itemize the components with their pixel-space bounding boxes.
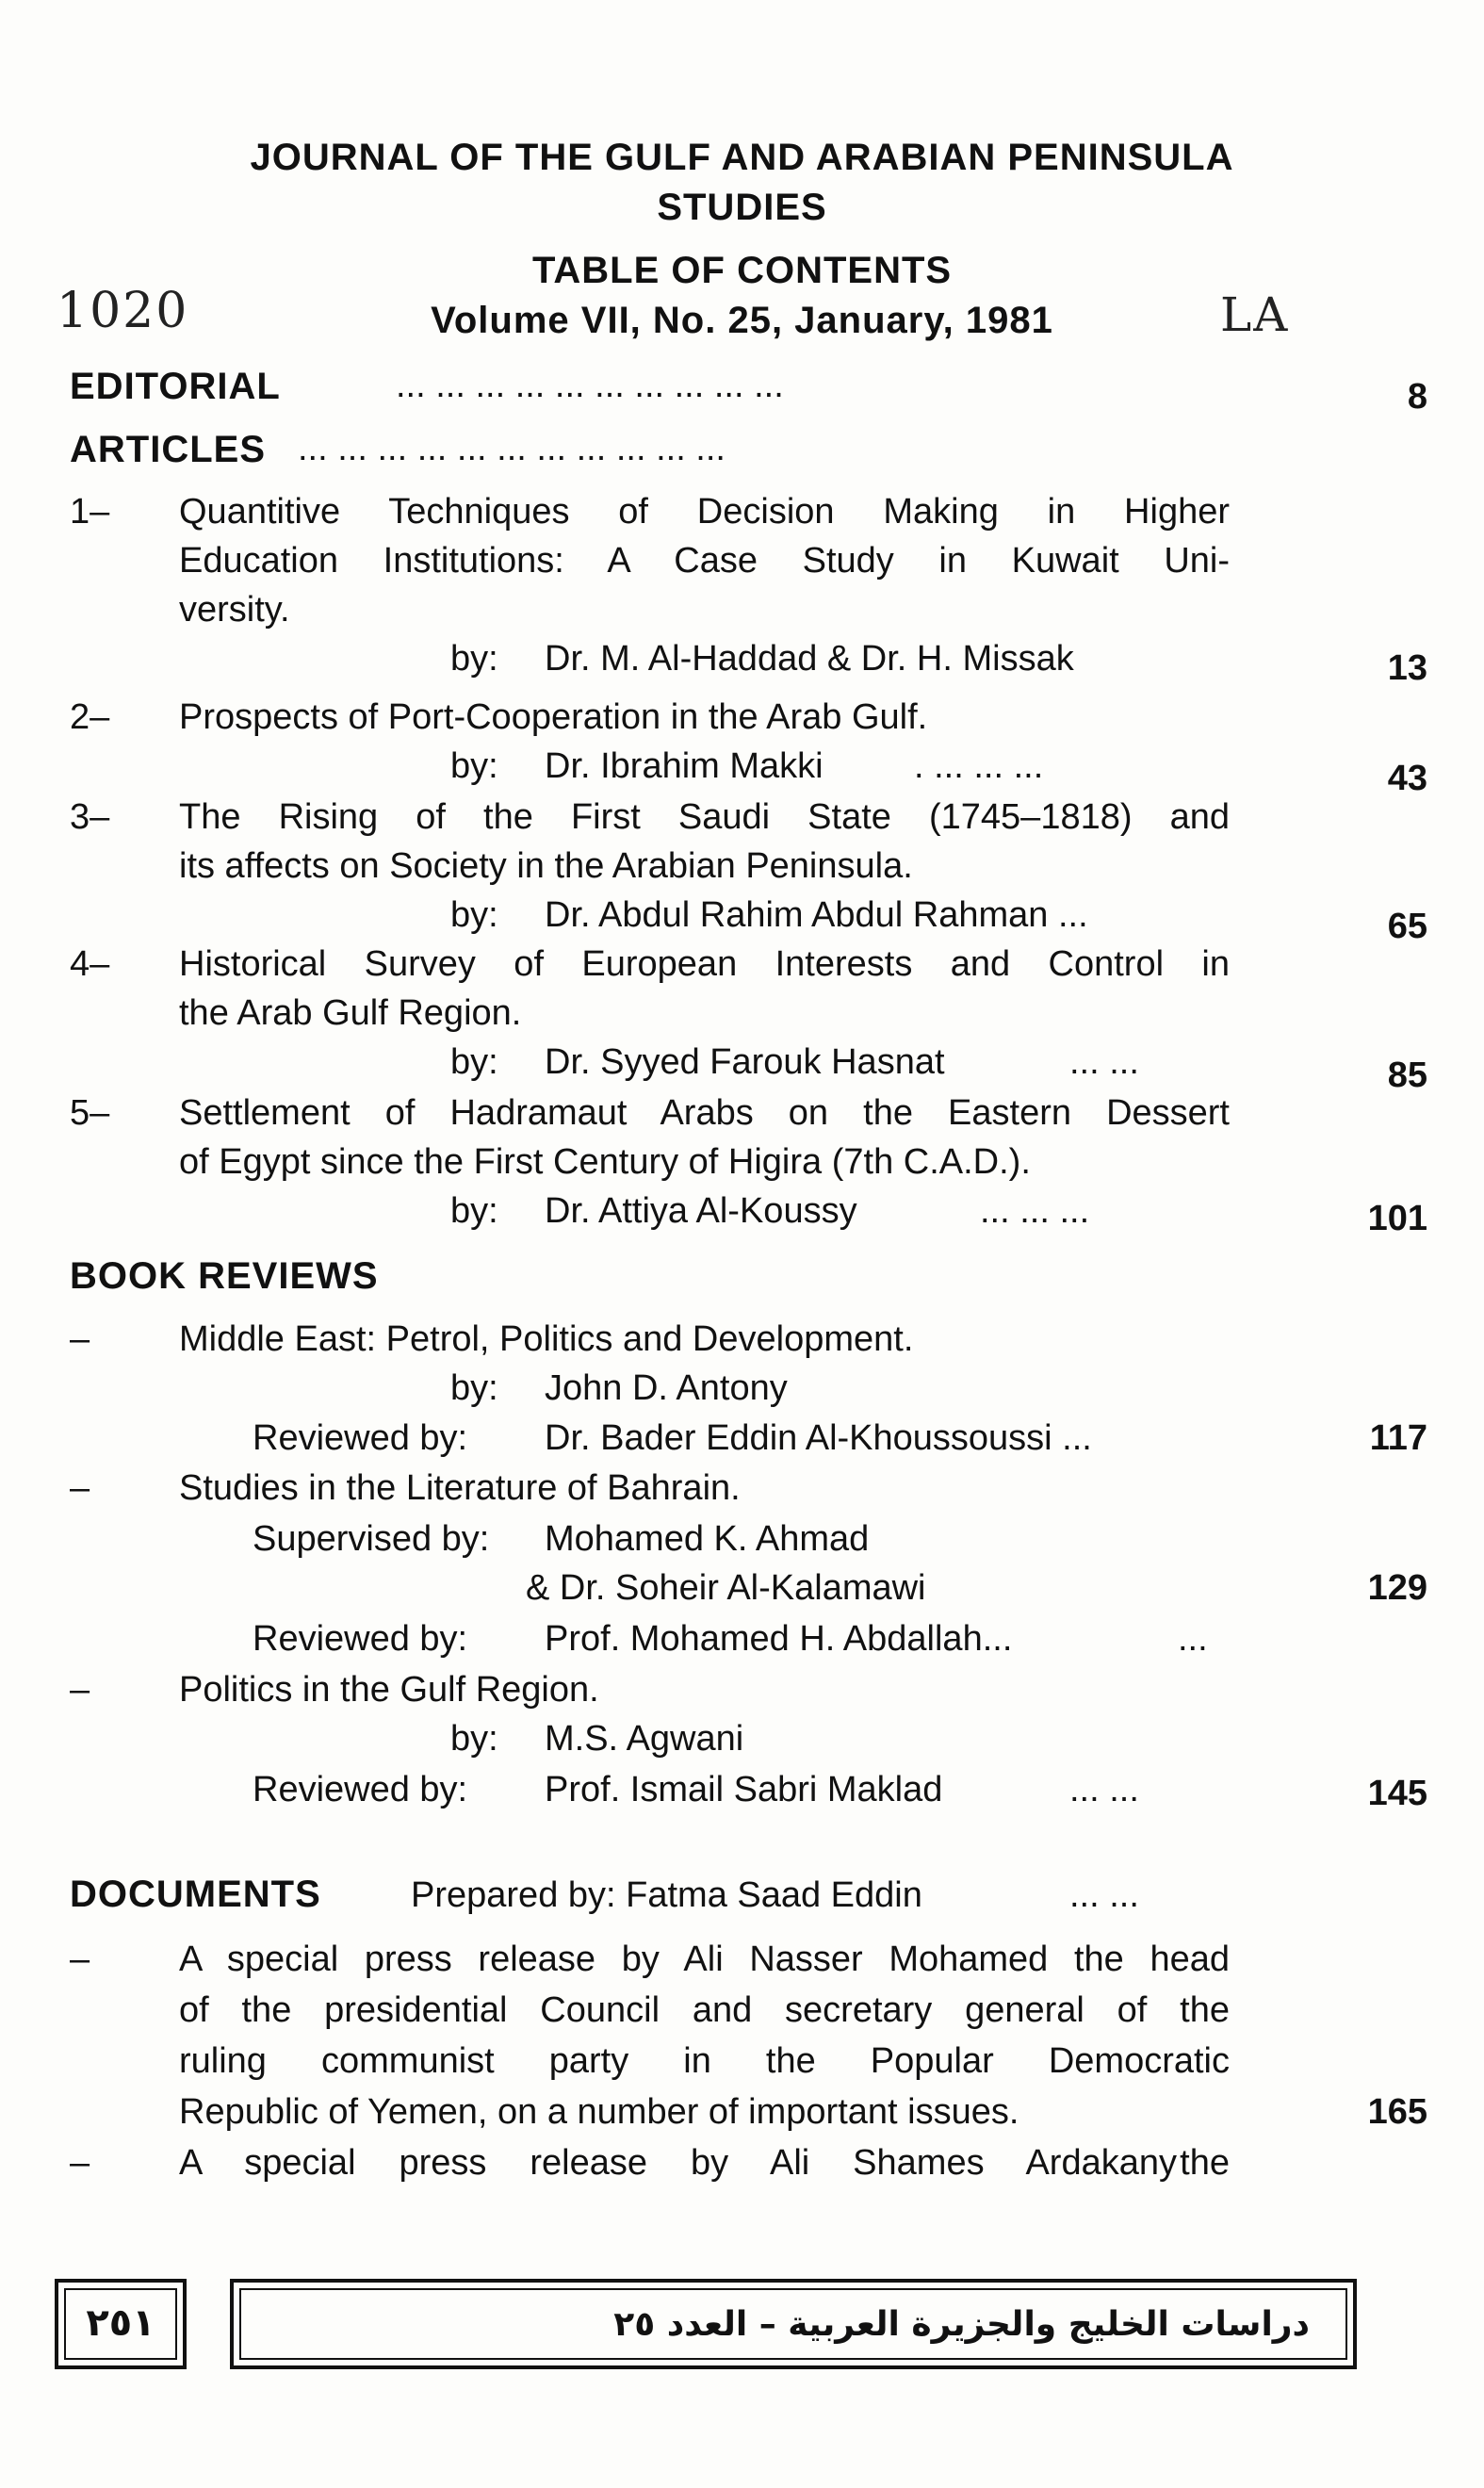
handwritten-annotation-left: 1020 [57,283,189,339]
document-dash: – [70,1940,90,1979]
by-label: by: [450,1191,498,1231]
reviewed-by-label: Reviewed by: [253,1770,468,1809]
article-author: Dr. Ibrahim Makki [545,746,824,786]
article-title-line: versity. [179,590,290,630]
article-title-line: the Arab Gulf Region. [179,993,522,1033]
reviewer: Prof. Mohamed H. Abdallah... [545,1619,1013,1659]
by-label: by: [450,1368,498,1408]
journal-title-line1: JOURNAL OF THE GULF AND ARABIAN PENINSULA [250,137,1234,178]
footer-journal-box [230,2279,1357,2369]
review-author: M.S. Agwani [545,1719,744,1759]
article-title-line: Settlement of Hadramaut Arabs on the Eastern Dessert [179,1093,1230,1133]
handwritten-annotation-right: LA [1220,287,1290,342]
article-title-line: The Rising of the First Saudi State (1745–1818) and [179,797,1230,837]
page-number: 101 [1367,1199,1427,1238]
article-number: 3– [70,797,110,837]
volume-line: Volume VII, No. 25, January, 1981 [431,300,1053,341]
document-line: of the presidential Council and secretary general of the [179,1990,1230,2030]
supervisor: Mohamed K. Ahmad [545,1519,870,1559]
article-author: Dr. Syyed Farouk Hasnat [545,1042,945,1082]
by-label: by: [450,1719,498,1759]
article-title-line: Quantitive Techniques of Decision Making in Higher [179,492,1230,532]
page-number: 165 [1367,2092,1427,2132]
review-author: John D. Antony [545,1368,788,1408]
reviewer: Prof. Ismail Sabri Maklad [545,1770,943,1809]
reviewer: Dr. Bader Eddin Al-Khoussoussi ... [545,1418,1092,1458]
leader-dots: ... ... ... ... ... ... ... ... ... ... [396,366,784,405]
page-number: 145 [1367,1774,1427,1813]
by-label: by: [450,639,498,679]
supervisor: & Dr. Soheir Al-Kalamawi [526,1568,926,1608]
footer-page-number: ٢٥١ [86,2301,155,2345]
by-label: by: [450,746,498,786]
page-number: 43 [1387,759,1427,798]
page-number: 117 [1369,1418,1427,1458]
review-title: Studies in the Literature of Bahrain. [179,1468,741,1508]
article-title-line: Education Institutions: A Case Study in Kuwait Uni- [179,541,1230,581]
toc-heading: TABLE OF CONTENTS [531,250,953,291]
review-title: Politics in the Gulf Region. [179,1670,599,1710]
journal-title-line2: STUDIES [657,187,827,228]
article-title-line: Prospects of Port-Cooperation in the Arab Gulf. [179,697,928,737]
document-dash: – [70,2143,90,2183]
section-articles: ARTICLES [70,429,266,470]
article-number: 1– [70,492,110,532]
reviewed-by-label: Reviewed by: [253,1418,468,1458]
document-line: A special press release by Ali Nasser Mohamed the head [179,1940,1230,1979]
document-line: Republic of Yemen, on a number of important issues. [179,2092,1019,2132]
page-number: 8 [1407,377,1427,417]
leader-dots: ... ... ... ... ... ... ... ... ... ... ... [298,429,726,468]
article-author: Dr. M. Al-Haddad & Dr. H. Missak [545,639,1074,679]
article-author: Dr. Attiya Al-Koussy [545,1191,857,1231]
article-number: 4– [70,944,110,984]
article-author: Dr. Abdul Rahim Abdul Rahman ... [545,895,1088,935]
leader-dots: ... ... ... [980,1191,1090,1231]
page-number: 85 [1387,1056,1427,1095]
review-title: Middle East: Petrol, Politics and Development. [179,1319,914,1359]
by-label: by: [450,895,498,935]
article-number: 2– [70,697,110,737]
document-line: A special press release by Ali Shames Ardakany the [179,2143,1230,2183]
review-dash: – [70,1670,90,1710]
documents-prepared-by: Prepared by: Fatma Saad Eddin [411,1875,922,1915]
section-book-reviews: BOOK REVIEWS [70,1255,379,1297]
section-editorial: EDITORIAL [70,366,281,407]
by-label: by: [450,1042,498,1082]
article-title-line: of Egypt since the First Century of Higira (7th C.A.D.). [179,1142,1031,1182]
leader-dots: ... ... [1069,1875,1139,1915]
leader-dots: . ... ... ... [914,746,1044,786]
review-dash: – [70,1468,90,1508]
supervised-by-label: Supervised by: [253,1519,490,1559]
footer-journal-name: دراسات الخليج والجزيرة العربية – العدد ٢٥ [613,2305,1310,2344]
review-dash: – [70,1319,90,1359]
page-number: 129 [1367,1568,1427,1608]
leader-dots: ... [1178,1619,1208,1659]
article-title-line: Historical Survey of European Interests and Control in [179,944,1230,984]
section-documents: DOCUMENTS [70,1874,321,1915]
footer-page-box [55,2279,187,2369]
reviewed-by-label: Reviewed by: [253,1619,468,1659]
page-number: 13 [1387,648,1427,688]
page-number: 65 [1387,907,1427,946]
leader-dots: ... ... [1069,1042,1139,1082]
article-number: 5– [70,1093,110,1133]
document-line: ruling communist party in the Popular Democratic [179,2041,1230,2081]
article-title-line: its affects on Society in the Arabian Peninsula. [179,846,913,886]
leader-dots: ... ... [1069,1770,1139,1809]
